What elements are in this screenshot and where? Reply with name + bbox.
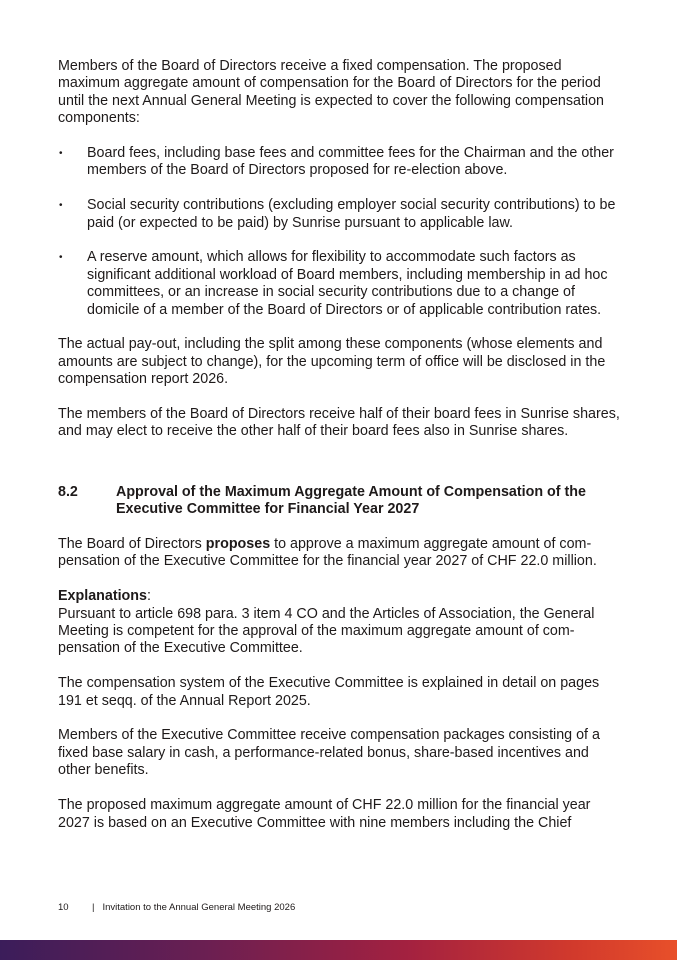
explanations-label-text: Explanations	[58, 588, 147, 605]
list-item	[58, 249, 620, 319]
list-item-text: Social security contributions (excluding employer social security contributions) to be paid (or expected to be paid) by Sunrise pursuant to applicable law.	[87, 197, 616, 231]
brand-gradient-bar	[0, 940, 677, 960]
footer-title: Invitation to the Annual General Meeting 2026	[102, 902, 296, 913]
list-item-text: Board fees, including base fees and committee fees for the Chairman and the other members of the Board of Directors proposed for re-election above.	[87, 145, 614, 179]
footer-separator: |	[92, 902, 95, 913]
explanation-paragraph: Members of the Executive Committee receive compensation packages consisting of a fixed base salary in cash, a performance-related bonus, share-based incentives and other benefits.	[58, 727, 600, 779]
proposal-text-end: to approve a maximum aggregate amount of com-pensation of the Executive Committee for the financial year 2027 of CHF 22.0 million.	[58, 536, 597, 570]
list-item	[58, 197, 620, 232]
proposal-keyword: proposes	[205, 536, 271, 553]
compensation-components-list	[58, 145, 620, 319]
explanations-label-colon: :	[146, 588, 151, 605]
list-item	[58, 145, 620, 180]
bullet-icon: •	[59, 148, 63, 160]
explanation-paragraph: The compensation system of the Executive Committee is explained in detail on pages 191 et seqq. of the Annual Report 2025.	[58, 675, 600, 709]
page-number: 10	[58, 902, 69, 913]
explanation-paragraph: The proposed maximum aggregate amount of CHF 22.0 million for the financial year 2027 is based on an Executive Committee with nine members including the Chief	[58, 797, 591, 831]
proposal-paragraph	[58, 536, 620, 571]
intro-paragraph: Members of the Board of Directors receive a fixed compensation. The proposed maximum aggregate amount of compensation for the Board of Directors for the period until the next Annual General Meeting is expected to cover the following compensation components:	[58, 58, 604, 127]
shares-paragraph: The members of the Board of Directors receive half of their board fees in Sunrise shares, and may elect to receive the other half of their board fees also in Sunrise shares.	[58, 406, 620, 440]
bullet-icon: •	[59, 200, 63, 212]
section-title: Approval of the Maximum Aggregate Amount of Compensation of the Executive Committee for Financial Year 2027	[116, 483, 586, 518]
payout-paragraph: The actual pay-out, including the split among these components (whose elements and amounts are subject to change), for the upcoming term of office will be disclosed in the compensation report 2026.	[58, 336, 606, 388]
explanations-label	[58, 588, 620, 605]
bullet-icon: •	[59, 252, 63, 264]
section-number: 8.2	[58, 483, 78, 500]
page-footer	[58, 901, 295, 915]
explanation-paragraph: Pursuant to article 698 para. 3 item 4 CO and the Articles of Association, the General Meeting is competent for the approval of the maximum aggregate amount of com-pensation of the Executive Committee.	[58, 605, 595, 657]
section-heading	[58, 484, 620, 519]
document-body	[58, 58, 620, 832]
list-item-text: A reserve amount, which allows for flexibility to accommodate such factors as significant additional workload of Board members, including membership in ad hoc committees, or an increase in social security contributions due to a change of domicile of a member of the Board of Directors or of applicable contribution rates.	[87, 249, 608, 318]
proposal-text-start: The Board of Directors	[58, 536, 206, 553]
